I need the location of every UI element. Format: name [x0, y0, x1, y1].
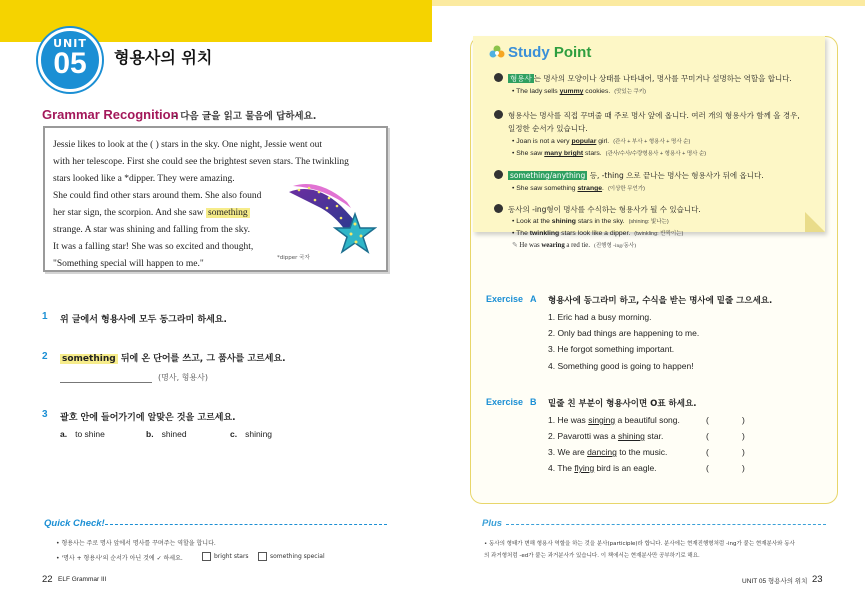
example-line	[512, 137, 690, 145]
checkbox[interactable]	[202, 552, 211, 561]
example-key: wearing	[541, 242, 565, 249]
example-post: girl.	[596, 138, 610, 145]
answer-paren-open[interactable]: (	[706, 463, 709, 473]
example-post: stars in the sky.	[575, 218, 625, 225]
example-key: strange	[577, 185, 603, 192]
study-word: Study	[508, 44, 550, 61]
exercise-a-letter: A	[530, 294, 537, 304]
falling-star-icon	[285, 178, 377, 256]
example-note: (twinkling: 반짝이는)	[634, 231, 684, 237]
example-pre: He was	[519, 242, 542, 249]
example-key: yummy	[559, 88, 584, 95]
unit-number: 05	[53, 47, 87, 80]
footer-right: UNIT 05 형용사의 위치	[742, 578, 808, 585]
study-point-title	[508, 44, 591, 61]
pencil-icon: ✎	[512, 242, 520, 249]
answer-paren-close[interactable]: )	[742, 463, 745, 473]
passage-line: with her telescope. First she could see the brightest seven stars. The twinkling	[53, 157, 349, 167]
exercise-a-item[interactable]: 2. Only bad things are happening to me.	[548, 328, 700, 338]
exercise-b-letter: B	[530, 397, 537, 407]
unit-badge	[38, 28, 102, 92]
study-point-heading-cont: 일정한 순서가 있습니다.	[508, 124, 588, 133]
plus-title: Plus	[482, 518, 503, 529]
exercise-b-item	[548, 431, 663, 441]
grammar-recognition-instruction: - 다음 글을 읽고 물음에 답하세요.	[173, 111, 317, 122]
example-line	[512, 87, 646, 95]
heading-text: 는 명사의 모양이나 상태를 나타내어, 명사를 꾸미거나 설명하는 역할을 합니다.	[533, 74, 792, 83]
item-underlined: singing	[588, 415, 616, 425]
passage-line: It was a falling star! She was so excited and thought,	[53, 242, 254, 252]
example-line	[512, 184, 645, 192]
quick-check-line: • '명사 + 형용사'의 순서가 아닌 것에 ✓ 하세요.	[56, 555, 183, 562]
top-color-band-right	[432, 0, 865, 6]
example-pre: • She saw	[512, 150, 545, 157]
plus-divider	[506, 524, 826, 525]
answer-paren-close[interactable]: )	[742, 447, 745, 457]
highlighted-word: something	[62, 354, 116, 364]
example-pre: • She saw something	[512, 185, 578, 192]
example-key: popular	[571, 138, 597, 145]
grammar-recognition-title: Grammar Recognition	[42, 107, 179, 122]
footer-left: ELF Grammar III	[58, 576, 107, 583]
choice-c[interactable]	[230, 429, 272, 439]
item-underlined: dancing	[587, 447, 617, 457]
quick-check-title: Quick Check!	[44, 518, 105, 529]
example-note: (관사 + 부사 + 형용사 + 명사 순)	[613, 139, 691, 145]
choice-letter: c.	[230, 429, 238, 439]
note-page-fold	[805, 212, 825, 232]
example-line	[512, 229, 683, 237]
example-pre: • The lady sells	[512, 88, 560, 95]
bullet-flower-icon	[494, 110, 503, 119]
choice-letter: a.	[60, 429, 68, 439]
item-post: bird is an eagle.	[594, 463, 657, 473]
heading-text: 등, -thing 으로 끝나는 명사는 형용사가 뒤에 옵니다.	[587, 171, 764, 180]
item-post: to the music.	[616, 447, 668, 457]
exercise-a-item[interactable]: 3. He forgot something important.	[548, 344, 675, 354]
example-key: twinkling	[529, 230, 560, 237]
example-line	[512, 217, 669, 225]
checkbox[interactable]	[258, 552, 267, 561]
answer-paren-open[interactable]: (	[706, 415, 709, 425]
exercise-a-item[interactable]: 1. Eric had a busy morning.	[548, 312, 652, 322]
exercise-b-item	[548, 463, 657, 473]
quick-check-option[interactable]	[258, 552, 325, 561]
highlighted-word: something	[208, 208, 248, 218]
example-line	[512, 241, 636, 249]
passage-line: "Something special will happen to me."	[53, 259, 204, 269]
exercise-a-item[interactable]: 4. Something good is going to happen!	[548, 361, 694, 371]
quick-check-divider	[105, 524, 387, 525]
choice-text: shining	[245, 429, 273, 439]
exercise-a-instruction: 형용사에 동그라미 하고, 수식을 받는 명사에 밑줄 그으세요.	[548, 296, 773, 306]
unit-title: 형용사의 위치	[114, 48, 213, 67]
study-point-heading: 동사의 -ing형이 명사를 수식하는 형용사가 될 수 있습니다.	[508, 205, 701, 214]
passage-line: She could find other stars around them. She also found	[53, 191, 262, 201]
example-note: (shining: 빛나는)	[628, 219, 669, 225]
bullet-flower-icon	[494, 204, 503, 213]
passage-line: Jessie likes to look at the ( ) stars in the sky. One night, Jessie went out	[53, 140, 323, 150]
exercise-b-item	[548, 447, 667, 457]
exercise-b-item	[548, 415, 680, 425]
example-post: stars.	[583, 150, 602, 157]
item-number: 1.	[548, 415, 556, 425]
example-key: shining	[551, 218, 576, 225]
example-post: stars look like a dipper.	[559, 230, 631, 237]
answer-paren-open[interactable]: (	[706, 431, 709, 441]
item-pre: Pavarotti was a	[557, 431, 618, 441]
example-note: (진행형 -ing/동사)	[594, 243, 637, 249]
question-text: 위 글에서 형용사에 모두 동그라미 하세요.	[60, 315, 227, 325]
passage-line: stars looked like a *dipper. They were amazing.	[53, 174, 235, 184]
exercise-b-instruction: 밑줄 친 부분이 형용사이면 O표 하세요.	[548, 399, 697, 409]
reading-passage	[43, 126, 388, 272]
item-number: 3.	[548, 447, 556, 457]
keyword-tag: 형용사	[510, 74, 532, 83]
passage-line	[53, 208, 250, 218]
example-post: .	[602, 185, 604, 192]
page-number-left: 22	[42, 574, 53, 585]
keyword-tag: something/anything	[510, 171, 586, 180]
answer-hint: (명사, 형용사)	[158, 373, 208, 382]
example-note: (맛있는 쿠키)	[614, 89, 646, 95]
exercise-b-label: Exercise	[486, 397, 524, 407]
example-note: (관사/수사/수량형용사 + 형용사 + 명사 순)	[605, 151, 707, 157]
choice-text: to shine	[75, 429, 105, 439]
example-note: (이상한 무언가)	[607, 186, 646, 192]
study-point-heading	[508, 73, 792, 84]
example-line	[512, 149, 706, 157]
passage-line-text: her star sign, the scorpion. And she saw	[53, 208, 204, 218]
passage-line: strange. A star was shining and falling from the sky.	[53, 225, 251, 235]
point-word: Point	[553, 44, 592, 61]
item-pre: The	[557, 463, 575, 473]
item-post: star.	[644, 431, 664, 441]
question-text: 괄호 안에 들어가기에 알맞은 것을 고르세요.	[60, 413, 236, 423]
quick-check-line: • 형용사는 주로 명사 앞에서 명사를 꾸며주는 역할을 합니다.	[56, 540, 216, 547]
example-post: a red tie.	[564, 242, 591, 249]
exercise-a-label: Exercise	[486, 294, 524, 304]
study-point-heading	[508, 170, 764, 181]
study-point-note	[473, 36, 825, 232]
item-number: 4.	[548, 463, 556, 473]
example-pre: • Look at the	[512, 218, 552, 225]
option-label: bright stars	[214, 553, 249, 560]
example-pre: • The	[512, 230, 530, 237]
question-number: 3	[42, 409, 48, 420]
bullet-flower-icon	[494, 73, 503, 82]
study-point-heading: 형용사는 명사를 직접 꾸며줄 때 주로 명사 앞에 옵니다. 여러 개의 형용사가 함께 올 경우,	[508, 111, 800, 120]
item-pre: We are	[557, 447, 588, 457]
choice-text: shined	[161, 429, 187, 439]
item-underlined: flying	[574, 463, 595, 473]
plus-line: • 동사의 형태가 변해 형용사 역할을 하는 것을 분사(participle)라 합니다. 분사에는 현재진행형처럼 -ing가 붙는 현재분사와 동사	[484, 541, 795, 547]
unit-label: UNIT	[53, 37, 87, 50]
example-pre: • Joan is not a very	[512, 138, 572, 145]
example-post: cookies.	[583, 88, 611, 95]
page-number-right: 23	[812, 574, 823, 585]
item-underlined: shining	[617, 431, 645, 441]
quick-check-option[interactable]	[202, 552, 249, 561]
item-pre: He was	[557, 415, 589, 425]
item-post: a beautiful song.	[615, 415, 680, 425]
plus-line: 의 과거형처럼 -ed가 붙는 과거분사가 있습니다. 이 책에서는 현재분사만 공부하기로 해요.	[484, 553, 700, 559]
question-text	[60, 351, 286, 364]
answer-blank[interactable]	[60, 382, 152, 383]
item-number: 2.	[548, 431, 556, 441]
question-text-rest: 뒤에 온 단어를 쓰고, 그 품사를 고르세요.	[120, 354, 286, 364]
choice-letter: b.	[146, 429, 154, 439]
passage-footnote: *dipper 국자	[277, 255, 310, 261]
answer-paren-close[interactable]: )	[742, 431, 745, 441]
answer-paren-open[interactable]: (	[706, 447, 709, 457]
choice-a[interactable]	[60, 429, 105, 439]
option-label: something special	[270, 553, 325, 560]
bullet-flower-icon	[494, 170, 503, 179]
answer-paren-close[interactable]: )	[742, 415, 745, 425]
question-number: 1	[42, 311, 48, 322]
example-key: many bright	[544, 150, 584, 157]
choice-b[interactable]	[146, 429, 187, 439]
flower-icon	[488, 44, 506, 62]
question-number: 2	[42, 351, 48, 362]
